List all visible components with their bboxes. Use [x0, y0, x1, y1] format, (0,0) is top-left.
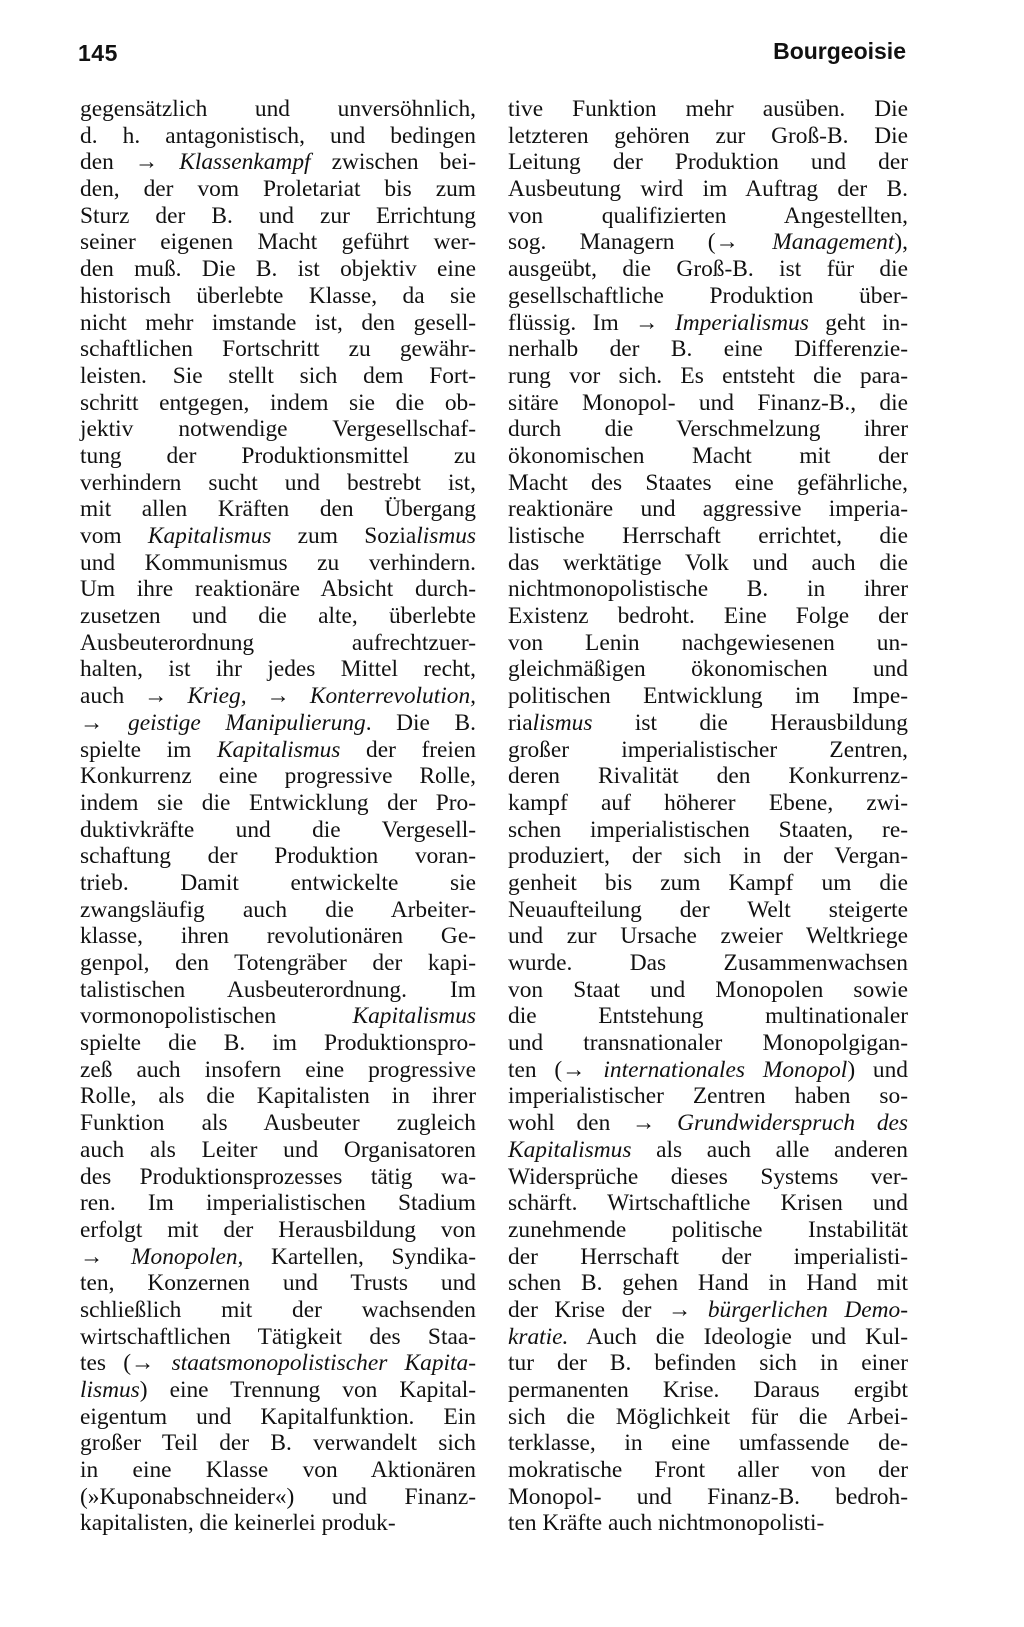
text-segment: schärft. Wirtschaftliche Krisen und [508, 1190, 908, 1217]
text-segment: sitäre Monopol- und Finanz-B., die [508, 389, 908, 416]
text-line [508, 656, 908, 683]
text-line [80, 576, 476, 603]
text-line [80, 1244, 476, 1271]
text-segment: durch die Verschmelzung ihrer [508, 416, 908, 443]
text-line [80, 817, 476, 844]
text-segment: Rolle, als die Kapitalisten in ihrer [80, 1083, 476, 1110]
text-segment: den muß. Die B. ist objektiv eine [80, 256, 476, 283]
text-segment: kapitalisten, die keinerlei produk- [80, 1510, 396, 1537]
text-segment: tive Funktion mehr ausüben. Die [508, 96, 908, 122]
text-segment: historisch überlebte Klasse, da sie [80, 282, 476, 309]
text-segment: sog. Managern (→ [508, 229, 773, 256]
text-line [80, 1484, 476, 1511]
text-line [80, 1457, 476, 1484]
text-line [508, 550, 908, 577]
text-segment: tung der Produktionsmittel zu [80, 442, 476, 469]
text-line [80, 229, 476, 256]
text-line [80, 203, 476, 230]
text-segment: und transnationaler Monopolgigan- [508, 1030, 908, 1057]
text-segment: den → [80, 149, 180, 176]
text-line [80, 149, 476, 176]
text-line [80, 1110, 476, 1137]
text-segment: wirtschaftlichen Tätigkeit des Staa- [80, 1323, 476, 1350]
text-segment: kampf auf höherer Ebene, zwi- [508, 789, 908, 816]
text-line [80, 496, 476, 523]
text-segment: seiner eigenen Macht geführt wer- [80, 229, 476, 256]
text-segment: zwangsläufig auch die Arbeiter- [80, 896, 476, 923]
text-segment: wohl den → [508, 1110, 678, 1137]
text-line [80, 1404, 476, 1431]
text-line [508, 203, 908, 230]
text-segment: Widersprüche dieses Systems ver- [508, 1163, 908, 1190]
text-line [80, 550, 476, 577]
text-segment: der Herrschaft der imperialisti- [508, 1243, 908, 1270]
text-segment: ), [894, 229, 908, 256]
text-line [508, 683, 908, 710]
cross-reference-term: Konterrevolution, [309, 683, 476, 710]
text-line [508, 710, 908, 737]
text-segment: den, der vom Proletariat bis zum [80, 176, 476, 203]
text-segment: des Produktionsprozesses tätig wa- [80, 1163, 476, 1190]
text-line [508, 576, 908, 603]
text-line [508, 1404, 908, 1431]
text-segment: in eine Klasse von Aktionären [80, 1457, 476, 1484]
text-segment: Neuaufteilung der Welt steigerte [508, 896, 908, 923]
text-segment: → [80, 709, 128, 736]
text-line [508, 790, 908, 817]
text-line [508, 1083, 908, 1110]
text-segment: schen B. gehen Hand in Hand mit [508, 1270, 908, 1297]
text-line [80, 656, 476, 683]
page-number: 145 [78, 40, 118, 66]
text-line [80, 977, 476, 1004]
text-segment: auch → [80, 683, 188, 710]
text-line [80, 603, 476, 630]
text-line [80, 256, 476, 283]
text-segment: und zur Ursache zweier Weltkriege [508, 923, 908, 950]
text-segment: schaftung der Produktion voran- [80, 843, 476, 870]
text-line [508, 176, 908, 203]
text-line [508, 363, 908, 390]
text-segment: leisten. Sie stellt sich dem Fort- [80, 362, 476, 389]
text-line [80, 1324, 476, 1351]
text-line [508, 1003, 908, 1030]
text-line [80, 1510, 476, 1537]
text-line [508, 1484, 908, 1511]
text-segment: schritt entgegen, indem sie die ob- [80, 389, 476, 416]
text-segment: Leitung der Produktion und der [508, 149, 908, 176]
text-line [80, 923, 476, 950]
text-line [80, 1083, 476, 1110]
text-line [508, 229, 908, 256]
text-segment: schaftlichen Fortschritt zu gewähr- [80, 336, 476, 363]
text-segment: schen imperialistischen Staaten, re- [508, 816, 908, 843]
text-line [80, 710, 476, 737]
text-line [508, 470, 908, 497]
cross-reference-term: bürgerlichen Demo- [707, 1296, 908, 1323]
text-segment: produziert, der sich in der Vergan- [508, 843, 908, 870]
text-segment: von qualifizierten Angestellten, [508, 202, 908, 229]
text-line [80, 870, 476, 897]
text-segment: terklasse, in eine umfassende de- [508, 1430, 908, 1457]
cross-reference-term: lismus [416, 523, 477, 549]
text-line [508, 1030, 908, 1057]
text-segment: deren Rivalität den Konkurrenz- [508, 763, 908, 790]
text-line [80, 336, 476, 363]
text-line [508, 283, 908, 310]
cross-reference-term: geistige Manipulierung [128, 709, 366, 736]
text-line [80, 416, 476, 443]
cross-reference-term: staatsmonopolistischer Kapita- [171, 1350, 477, 1377]
text-segment: von Staat und Monopolen sowie [508, 976, 908, 1003]
text-segment: zunehmende politische Instabilität [508, 1216, 908, 1243]
text-segment: trieb. Damit entwickelte sie [80, 869, 476, 896]
text-segment: ten, Konzernen und Trusts und [80, 1270, 476, 1297]
text-line [508, 1217, 908, 1244]
text-segment: Monopol- und Finanz-B. bedroh- [508, 1483, 908, 1510]
text-segment: zeß auch insofern eine progressive [80, 1056, 476, 1083]
cross-reference-term: Management [772, 229, 895, 256]
text-line [508, 123, 908, 150]
text-segment: Funktion als Ausbeuter zugleich [80, 1110, 476, 1137]
cross-reference-term: Kapitalismus [216, 736, 341, 763]
text-line [80, 1217, 476, 1244]
text-segment: Konkurrenz eine progressive Rolle, [80, 763, 476, 790]
text-segment: Sturz der B. und zur Errichtung [80, 202, 476, 229]
text-segment: die Entstehung multinationaler [508, 1003, 908, 1030]
text-segment: spielte die B. im Produktionspro- [80, 1030, 476, 1057]
text-line [80, 763, 476, 790]
text-segment: ren. Im imperialistischen Stadium [80, 1190, 476, 1217]
cross-reference-term: internationales Monopol [603, 1056, 848, 1083]
text-line [508, 1057, 908, 1084]
text-segment: listische Herrschaft errichtet, die [508, 523, 908, 549]
text-line [80, 1377, 476, 1404]
text-line [80, 1297, 476, 1324]
cross-reference-term: Imperialismus [674, 309, 809, 336]
text-line [80, 390, 476, 417]
text-line [80, 283, 476, 310]
cross-reference-term: lismus [532, 709, 593, 736]
text-segment: . Die B. [365, 709, 476, 736]
text-segment: nerhalb der B. eine Differenzie- [508, 336, 908, 363]
text-segment: das werktätige Volk und auch die [508, 549, 908, 576]
text-line [508, 1270, 908, 1297]
cross-reference-term: Krieg, [187, 683, 247, 710]
text-line [508, 149, 908, 176]
text-line [508, 737, 908, 764]
text-line [80, 950, 476, 977]
text-line [80, 630, 476, 657]
text-segment: der Krise der → [508, 1296, 708, 1323]
text-segment: vormonopolistischen [80, 1003, 353, 1030]
cross-reference-term: Grundwiderspruch des [677, 1110, 908, 1137]
text-line [508, 416, 908, 443]
text-line [508, 443, 908, 470]
text-segment: Ausbeutung wird im Auftrag der B. [508, 176, 908, 203]
text-segment: gegensätzlich und unversöhnlich, [80, 96, 476, 122]
text-line [508, 523, 908, 550]
text-segment: jektiv notwendige Vergesellschaf- [80, 416, 476, 443]
running-head: Bourgeoisie [773, 38, 906, 64]
text-line [508, 1457, 908, 1484]
text-segment: geht in- [808, 309, 908, 336]
text-segment: zwischen bei- [310, 149, 477, 176]
text-segment: genheit bis zum Kampf um die [508, 869, 908, 896]
text-segment: talistischen Ausbeuterordnung. Im [80, 976, 476, 1003]
text-segment: tur der B. befinden sich in einer [508, 1350, 908, 1377]
text-segment: von Lenin nachgewiesenen un- [508, 629, 908, 656]
text-line [508, 1324, 908, 1351]
text-segment: wurde. Das Zusammenwachsen [508, 950, 908, 976]
cross-reference-term: Kapitalismus [147, 523, 272, 549]
cross-reference-term: Kapitalismus [352, 1003, 476, 1030]
text-segment: → [246, 683, 310, 710]
text-segment: Kartellen, Syndika- [243, 1243, 476, 1270]
text-line [508, 1137, 908, 1164]
text-segment: reaktionäre und aggressive imperia- [508, 496, 908, 523]
text-segment: auch als Leiter und Organisatoren [80, 1136, 476, 1163]
text-line [80, 1003, 476, 1030]
text-line [508, 817, 908, 844]
text-segment: ) und [847, 1056, 909, 1083]
text-line [508, 1350, 908, 1377]
cross-reference-term: Kapitalismus [508, 1136, 632, 1163]
text-segment: Auch die Ideologie und Kul- [568, 1323, 908, 1350]
text-line [508, 1110, 908, 1137]
text-line [508, 1510, 908, 1537]
text-line [508, 96, 908, 123]
text-segment: gesellschaftliche Produktion über- [508, 282, 908, 309]
text-line [80, 737, 476, 764]
text-segment: ria [508, 709, 533, 736]
text-segment: als auch alle anderen [631, 1136, 908, 1163]
text-line [80, 1137, 476, 1164]
text-segment: klasse, ihren revolutionären Ge- [80, 923, 476, 950]
text-line [508, 977, 908, 1004]
text-segment: imperialistischer Zentren haben so- [508, 1083, 908, 1110]
text-line [80, 96, 476, 123]
cross-reference-term: Monopolen, [131, 1243, 244, 1270]
text-line [80, 310, 476, 337]
text-segment: ten Kräfte auch nichtmonopolisti- [508, 1510, 825, 1537]
text-line [80, 790, 476, 817]
text-line [80, 1057, 476, 1084]
text-segment: ) eine Trennung von Kapital- [139, 1377, 476, 1403]
text-line [80, 683, 476, 710]
text-line [80, 470, 476, 497]
text-segment: ökonomischen Macht mit der [508, 442, 908, 469]
text-segment: d. h. antagonistisch, und bedingen [80, 122, 476, 149]
text-segment: Um ihre reaktionäre Absicht durch- [80, 576, 476, 603]
text-segment: indem sie die Entwicklung der Pro- [80, 789, 476, 816]
text-line [80, 1350, 476, 1377]
text-line [508, 1164, 908, 1191]
text-line [508, 336, 908, 363]
text-line [80, 363, 476, 390]
text-line [508, 923, 908, 950]
cross-reference-term: lismus [80, 1377, 140, 1403]
text-segment: letzteren gehören zur Groß-B. Die [508, 122, 908, 149]
text-line [80, 843, 476, 870]
text-line [508, 1190, 908, 1217]
text-segment: flüssig. Im → [508, 309, 675, 336]
text-line [508, 870, 908, 897]
text-segment: Existenz bedroht. Eine Folge der [508, 603, 908, 630]
text-segment: großer imperialistischer Zentren, [508, 736, 908, 763]
text-line [80, 123, 476, 150]
right-text-column [508, 96, 908, 1537]
text-segment: duktivkräfte und die Vergesell- [80, 816, 476, 843]
text-segment: spielte im [80, 736, 217, 763]
text-segment: erfolgt mit der Herausbildung von [80, 1216, 476, 1243]
text-segment: genpol, den Totengräber der kapi- [80, 950, 476, 976]
text-line [508, 897, 908, 924]
text-segment: politischen Entwicklung im Impe- [508, 683, 908, 710]
text-segment: ist die Herausbildung [592, 709, 908, 736]
text-line [80, 1190, 476, 1217]
text-line [80, 1164, 476, 1191]
text-line [80, 897, 476, 924]
text-segment: vom [80, 523, 148, 549]
text-segment: mokratische Front aller von der [508, 1457, 908, 1484]
text-segment: gleichmäßigen ökonomischen und [508, 656, 908, 683]
text-segment: mit allen Kräften den Übergang [80, 496, 476, 523]
text-line [80, 1270, 476, 1297]
text-segment: verhindern sucht und bestrebt ist, [80, 469, 476, 496]
text-segment: → [80, 1243, 132, 1270]
text-line [508, 496, 908, 523]
text-line [508, 1297, 908, 1324]
text-segment: Macht des Staates eine gefährliche, [508, 469, 908, 496]
text-line [508, 1430, 908, 1457]
text-line [508, 390, 908, 417]
text-line [508, 950, 908, 977]
text-segment: zusetzen und die alte, überlebte [80, 603, 476, 630]
text-line [508, 1377, 908, 1404]
cross-reference-term: Klassenkampf [179, 149, 311, 176]
text-line [508, 310, 908, 337]
text-segment: eigentum und Kapitalfunktion. Ein [80, 1403, 476, 1430]
text-segment: ten (→ [508, 1056, 604, 1083]
text-segment: und Kommunismus zu verhindern. [80, 549, 476, 576]
text-segment: halten, ist ihr jedes Mittel recht, [80, 656, 476, 683]
text-segment: (»Kuponabschneider«) und Finanz- [80, 1483, 476, 1510]
text-line [508, 630, 908, 657]
text-segment: schließlich mit der wachsenden [80, 1296, 476, 1323]
text-line [508, 1244, 908, 1271]
text-line [508, 256, 908, 283]
text-line [508, 763, 908, 790]
text-line [508, 843, 908, 870]
left-text-column [80, 96, 476, 1537]
text-segment: nicht mehr imstande ist, den gesell- [80, 309, 476, 336]
text-line [508, 603, 908, 630]
text-segment: nichtmonopolistische B. in ihrer [508, 576, 908, 603]
text-segment: ausgeübt, die Groß-B. ist für die [508, 256, 908, 283]
text-segment: permanenten Krise. Daraus ergibt [508, 1377, 908, 1403]
text-segment: großer Teil der B. verwandelt sich [80, 1430, 476, 1457]
text-line [80, 176, 476, 203]
text-segment: sich die Möglichkeit für die Arbei- [508, 1403, 908, 1430]
text-line [80, 1030, 476, 1057]
text-segment: Ausbeuterordnung aufrechtzuer- [80, 629, 476, 656]
text-line [80, 1430, 476, 1457]
text-segment: zum Sozia [271, 523, 417, 549]
text-line [80, 523, 476, 550]
text-segment: der freien [340, 736, 476, 763]
cross-reference-term: kratie. [508, 1323, 569, 1350]
text-line [80, 443, 476, 470]
text-segment: tes (→ [80, 1350, 172, 1377]
text-segment: rung vor sich. Es entsteht die para- [508, 362, 908, 389]
